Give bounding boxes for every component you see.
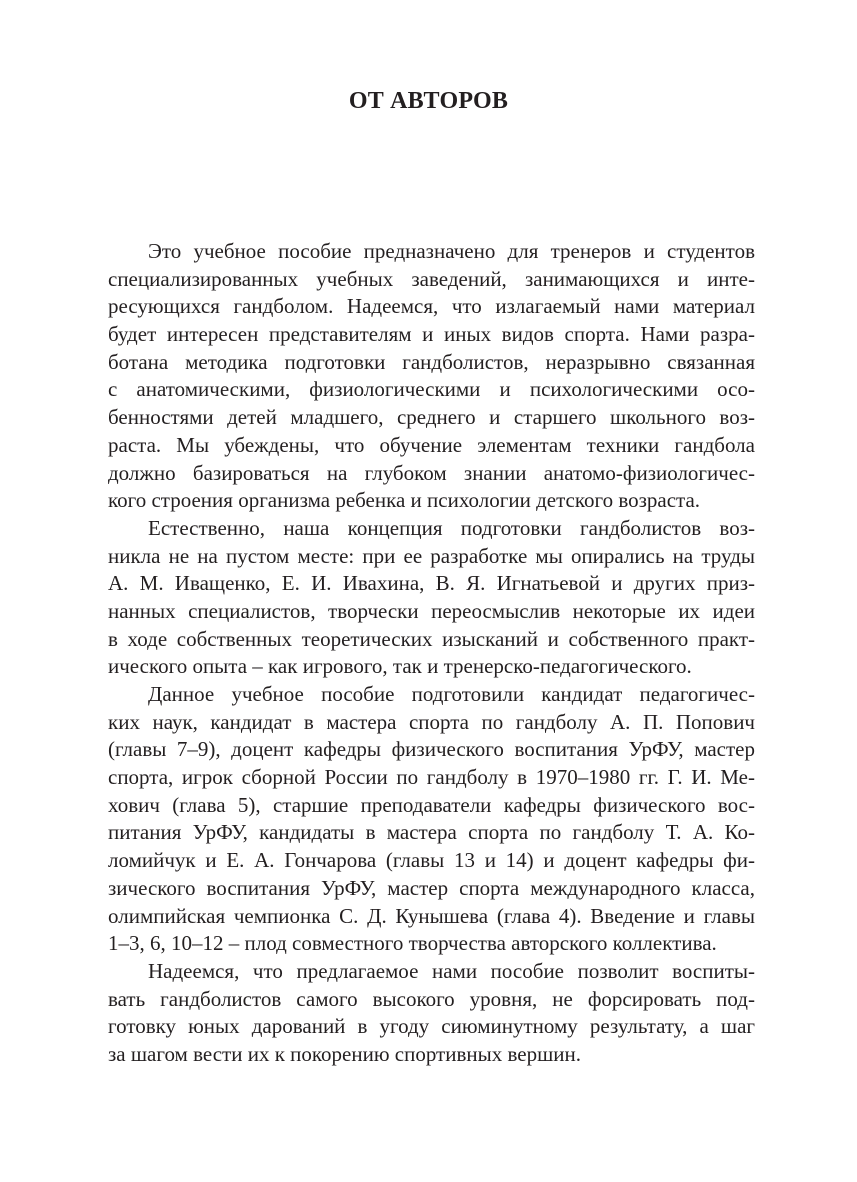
text-line: Это учебное пособие предназначено для тренеров и студентов [148,239,755,263]
page-title: ОТ АВТОРОВ [348,88,509,114]
text-line: за шагом вести их к покорению спортивных вершин. [108,1041,581,1066]
text-line: 1–3, 6, 10–12 – плод совместного творчества авторского коллектива. [108,931,717,956]
paragraph-2 [108,515,755,681]
paragraph-4 [108,958,755,1069]
text-line: раста. Мы убеждены, что обучение элементам техники гандбола [108,432,755,457]
text-line: олимпийская чемпионка С. Д. Кунышева (глава 4). Введение и главы [108,903,755,928]
text-line: ких наук, кандидат в мастера спорта по гандболу А. П. Попович [108,709,755,734]
text-line: специализированных учебных заведений, занимающихся и инте- [108,266,755,291]
body-text [108,238,755,1069]
text-line: хович (глава 5), старшие преподаватели кафедры физического вос- [108,792,755,817]
text-line: спорта, игрок сборной России по гандболу в 1970–1980 гг. Г. И. Ме- [108,765,755,790]
text-line: ботана методика подготовки гандболистов, неразрывно связанная [108,349,755,374]
text-line: в ходе собственных теоретических изысканий и собственного практ- [108,626,755,651]
text-line: зического воспитания УрФУ, мастер спорта международного класса, [108,875,755,900]
text-line: ломийчук и Е. А. Гончарова (главы 13 и 14) и доцент кафедры фи- [108,848,755,873]
text-line: кого строения организма ребенка и психологии детского возраста. [108,488,701,513]
text-line: никла не на пустом месте: при ее разработке мы опирались на труды [108,543,755,568]
text-line: питания УрФУ, кандидаты в мастера спорта по гандболу Т. А. Ко- [108,820,755,845]
text-line: А. М. Иващенко, Е. И. Ивахина, В. Я. Игнатьевой и других приз- [108,571,755,596]
paragraph-3 [108,681,755,958]
text-line: Данное учебное пособие подготовили кандидат педагогичес- [148,682,755,706]
text-line: ресующихся гандболом. Надеемся, что излагаемый нами материал [108,294,755,319]
text-line: (главы 7–9), доцент кафедры физического воспитания УрФУ, мастер [108,737,755,762]
text-line: ического опыта – как игрового, так и тренерско-педагогического. [108,654,692,679]
text-line: Естественно, наша концепция подготовки гандболистов воз- [148,515,755,540]
text-line: с анатомическими, физиологическими и психологическими осо- [108,377,755,402]
text-line: будет интересен представителям и иных видов спорта. Нами разра- [108,322,755,347]
text-line: вать гандболистов самого высокого уровня, не форсировать под- [108,986,755,1011]
text-line: бенностями детей младшего, среднего и старшего школьного воз- [108,405,755,430]
text-line: нанных специалистов, творчески переосмыслив некоторые их идеи [108,598,755,623]
text-line: готовку юных дарований в угоду сиюминутному результату, а шаг [108,1014,755,1039]
text-line: Надеемся, что предлагаемое нами пособие позволит воспиты- [148,958,755,983]
text-line: должно базироваться на глубоком знании анатомо-физиологичес- [108,460,755,485]
paragraph-1 [108,238,755,515]
